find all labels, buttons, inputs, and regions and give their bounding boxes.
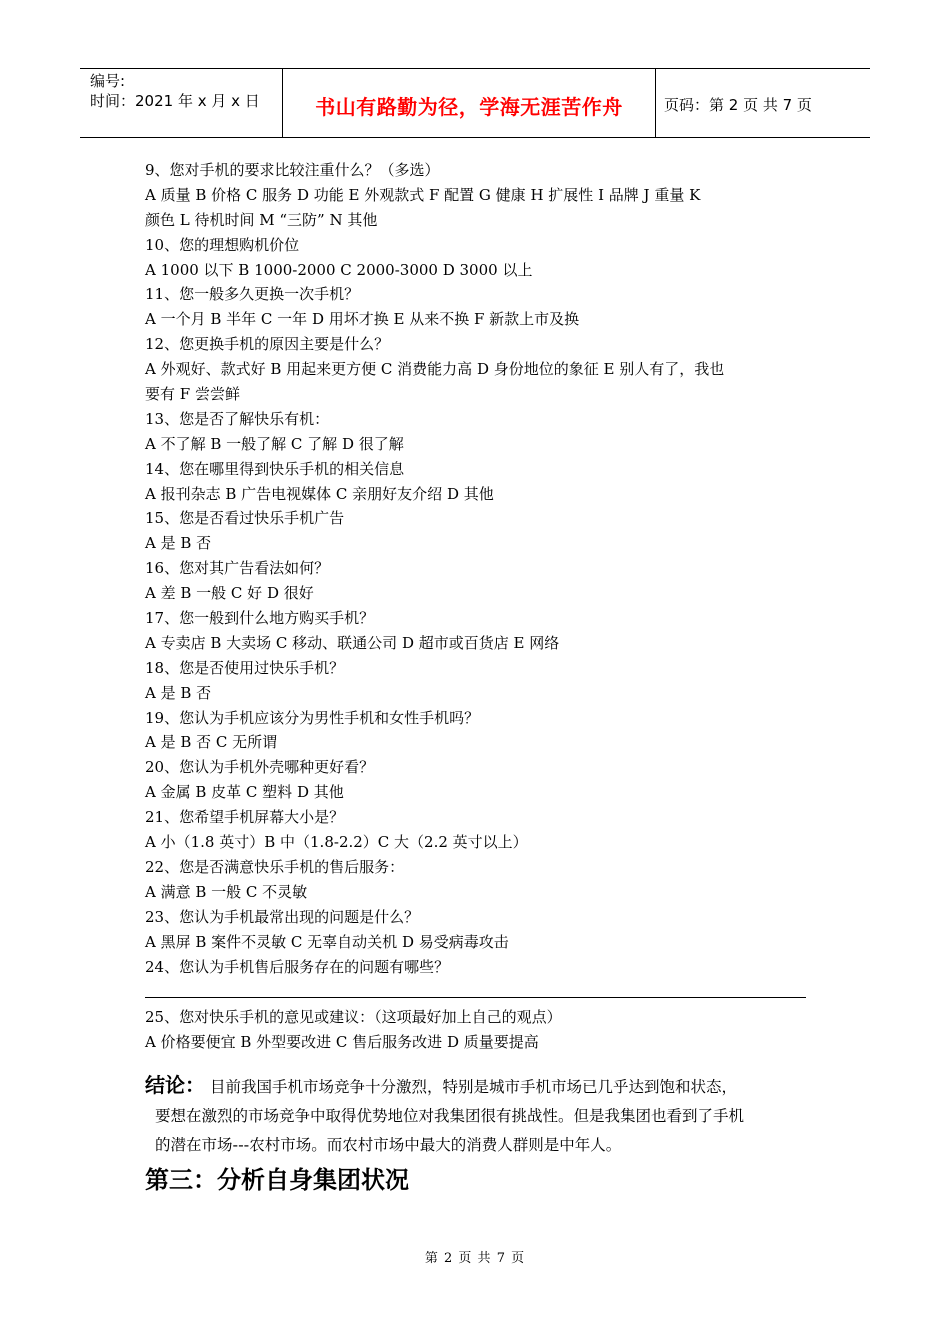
document-date-label: 时间：2021 年 x 月 x 日 (90, 92, 260, 110)
survey-questions (145, 158, 815, 979)
header-left-cell (80, 69, 282, 137)
conclusion-first-line (145, 1070, 815, 1102)
survey-line: A 1000 以下 B 1000-2000 C 2000-3000 D 3000 以上 (145, 260, 533, 279)
survey-line: 12、您更换手机的原因主要是什么？ (145, 335, 390, 354)
survey-line: 10、您的理想购机价位 (145, 235, 300, 254)
survey-line: 14、您在哪里得到快乐手机的相关信息 (145, 459, 405, 478)
survey-line: A 金属 B 皮革 C 塑料 D 其他 (145, 783, 344, 802)
conclusion-heading: 结论： (145, 1073, 205, 1097)
survey-line: 颜色 L 待机时间 M “三防” N 其他 (145, 210, 378, 229)
survey-line: A 是 B 否 (145, 534, 212, 553)
header-page-number: 页码：第 2 页 共 7 页 (664, 95, 812, 114)
conclusion-text: 目前我国手机市场竞争十分激烈，特别是城市手机市场已几乎达到饱和状态， (209, 1078, 737, 1096)
survey-line: 22、您是否满意快乐手机的售后服务： (145, 857, 405, 876)
survey-line: A 是 B 否 C 无所谓 (145, 733, 278, 752)
survey-line: 23、您认为手机最常出现的问题是什么？ (145, 907, 420, 926)
survey-line: A 专卖店 B 大卖场 C 移动、联通公司 D 超市或百货店 E 网络 (145, 633, 560, 652)
survey-line: A 小（1.8 英寸）B 中（1.8-2.2）C 大（2.2 英寸以上） (145, 833, 528, 852)
survey-line: 13、您是否了解快乐有机： (145, 409, 330, 428)
survey-line: 19、您认为手机应该分为男性手机和女性手机吗？ (145, 708, 480, 727)
survey-line: A 报刊杂志 B 广告电视媒体 C 亲朋好友介绍 D 其他 (145, 484, 494, 503)
survey-line: 9、您对手机的要求比较注重什么？（多选） (145, 161, 440, 179)
header-page-info (654, 69, 870, 137)
survey-line: A 外观好、款式好 B 用起来更方便 C 消费能力高 D 身份地位的象征 E 别人有了，我也 (145, 360, 725, 379)
survey-line: 15、您是否看过快乐手机广告 (145, 509, 345, 528)
survey-line: 11、您一般多久更换一次手机？ (145, 285, 360, 304)
survey-line: 20、您认为手机外壳哪种更好看？ (145, 758, 375, 777)
conclusion-block (145, 1070, 815, 1160)
survey-line: 21、您希望手机屏幕大小是？ (145, 808, 345, 827)
page-header (80, 68, 870, 138)
document-number-label: 编号: (90, 72, 126, 90)
conclusion-text: 的潜在市场---农村市场。而农村市场中最大的消费人群则是中年人。 (155, 1136, 622, 1154)
survey-line: A 黑屏 B 案件不灵敏 C 无辜自动关机 D 易受病毒攻击 (145, 932, 509, 951)
survey-line: 18、您是否使用过快乐手机？ (145, 658, 345, 677)
survey-line: A 质量 B 价格 C 服务 D 功能 E 外观款式 F 配置 G 健康 H 扩展性 I 品牌 J 重量 K (145, 185, 701, 204)
survey-line: 17、您一般到什么地方购买手机？ (145, 609, 375, 628)
conclusion-text: 要想在激烈的市场竞争中取得优势地位对我集团很有挑战性。但是我集团也看到了手机 (155, 1107, 745, 1125)
question-25 (145, 1005, 815, 1055)
answer-blank-line (145, 997, 806, 998)
survey-line: 16、您对其广告看法如何？ (145, 559, 330, 578)
survey-line: 24、您认为手机售后服务存在的问题有哪些？ (145, 957, 450, 976)
page-footer: 第 2 页 共 7 页 (424, 1251, 526, 1266)
survey-line: A 满意 B 一般 C 不灵敏 (145, 882, 308, 901)
survey-line: A 差 B 一般 C 好 D 很好 (145, 584, 314, 603)
question-25-options: A 价格要便宜 B 外型要改进 C 售后服务改进 D 质量要提高 (145, 1032, 539, 1051)
survey-line: A 不了解 B 一般了解 C 了解 D 很了解 (145, 434, 404, 453)
section-title: 第三：分析自身集团状况 (145, 1166, 409, 1194)
survey-line: 要有 F 尝尝鲜 (145, 385, 240, 404)
survey-line: A 一个月 B 半年 C 一年 D 用坏才换 E 从来不换 F 新款上市及换 (145, 310, 580, 329)
survey-line: A 是 B 否 (145, 683, 212, 702)
header-motto: 书山有路勤为径，学海无涯苦作舟 (315, 94, 623, 119)
question-25-text: 25、您对快乐手机的意见或建议：（这项最好加上自己的观点） (145, 1008, 562, 1026)
header-motto-cell (282, 69, 656, 137)
